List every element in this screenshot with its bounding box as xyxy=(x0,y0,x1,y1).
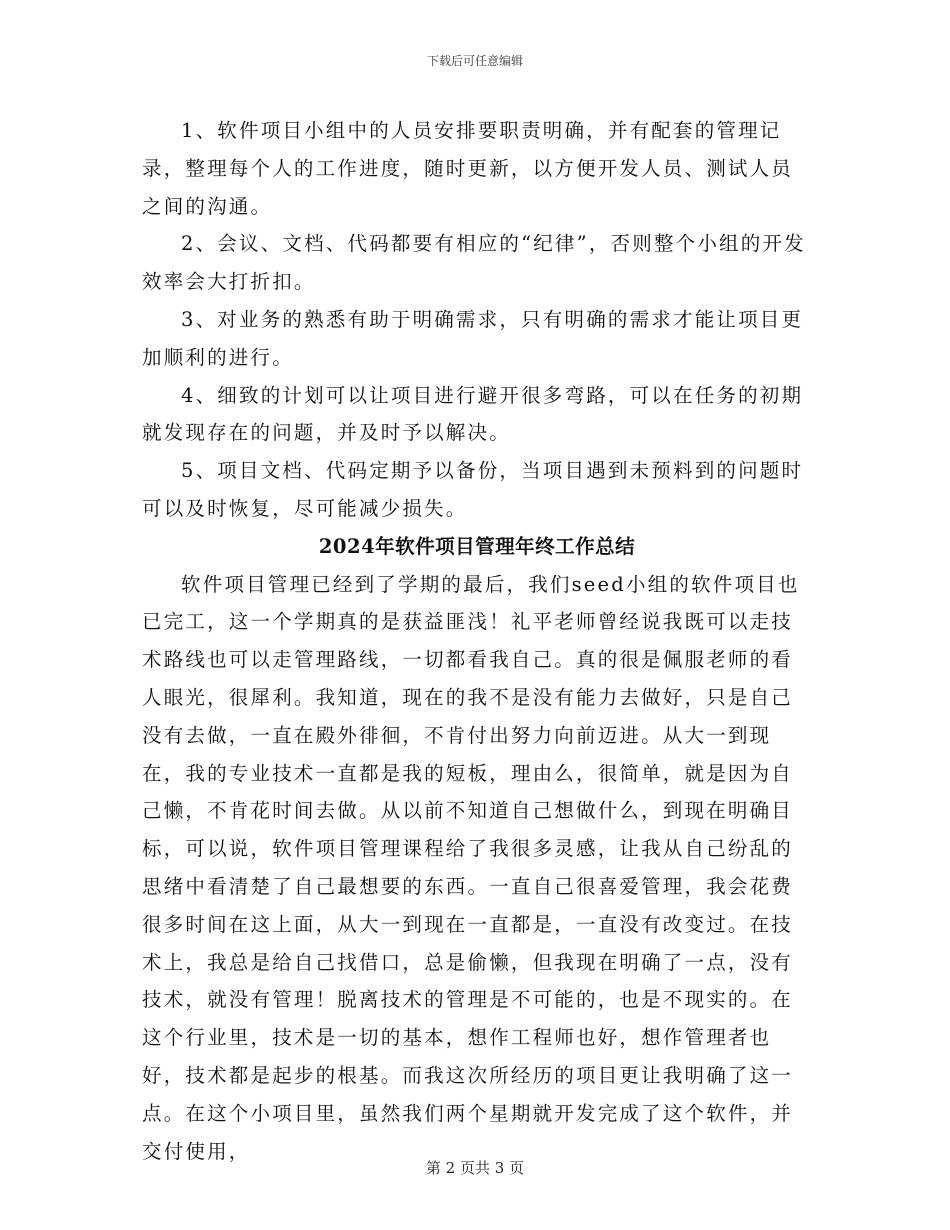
paragraph-5: 5、项目文档、代码定期予以备份，当项目遇到未预料到的问题时可以及时恢复，尽可能减少损失。 xyxy=(142,459,804,520)
paragraph-3: 3、对业务的熟悉有助于明确需求，只有明确的需求才能让项目更加顺利的进行。 xyxy=(142,307,804,369)
document-body xyxy=(142,112,812,1170)
paragraph-2: 2、会议、文档、代码都要有相应的“纪律”，否则整个小组的开发效率会大打折扣。 xyxy=(142,232,806,294)
section-paragraph: 软件项目管理已经到了学期的最后，我们seed小组的软件项目也已完工，这一个学期真的是获益匪浅！礼平老师曾经说我既可以走技术路线也可以走管理路线，一切都看我自己。真的很是佩服老师的看人眼光，很犀利。我知道，现在的我不是没有能力去做好，只是自己没有去做，一直在殿外徘徊，不肯付出努力向前迈进。从大一到现在，我的专业技术一直都是我的短板，理由么，很简单，就是因为自己懒，不肯花时间去做。从以前不知道自己想做什么，到现在明确目标，可以说，软件项目管理课程给了我很多灵感，让我从自己纷乱的思绪中看清楚了自己最想要的东西。一直自己很喜爱管理，我会花费很多时间在这上面，从大一到现在一直都是，一直没有改变过。在技术上，我总是给自己找借口，总是偷懒，但我现在明确了一点，没有技术，就没有管理！脱离技术的管理是不可能的，也是不现实的。在这个行业里，技术是一切的基本，想作工程师也好，想作管理者也好，技术都是起步的根基。而我这次所经历的项目更让我明确了这一点。在这个小项目里，虽然我们两个星期就开发完成了这个软件，并交付使用， xyxy=(142,572,800,1163)
section-title: 2024年软件项目管理年终工作总结 xyxy=(318,534,636,558)
page-header: 下载后可任意编辑 xyxy=(426,54,523,68)
paragraph-4: 4、细致的计划可以让项目进行避开很多弯路，可以在任务的初期就发现存在的问题，并及时予以解决。 xyxy=(142,383,804,445)
page-number-footer: 第 2 页共 3 页 xyxy=(425,1159,525,1177)
paragraph-1: 1、软件项目小组中的人员安排要职责明确，并有配套的管理记录，整理每个人的工作进度，随时更新，以方便开发人员、测试人员之间的沟通。 xyxy=(142,119,794,218)
